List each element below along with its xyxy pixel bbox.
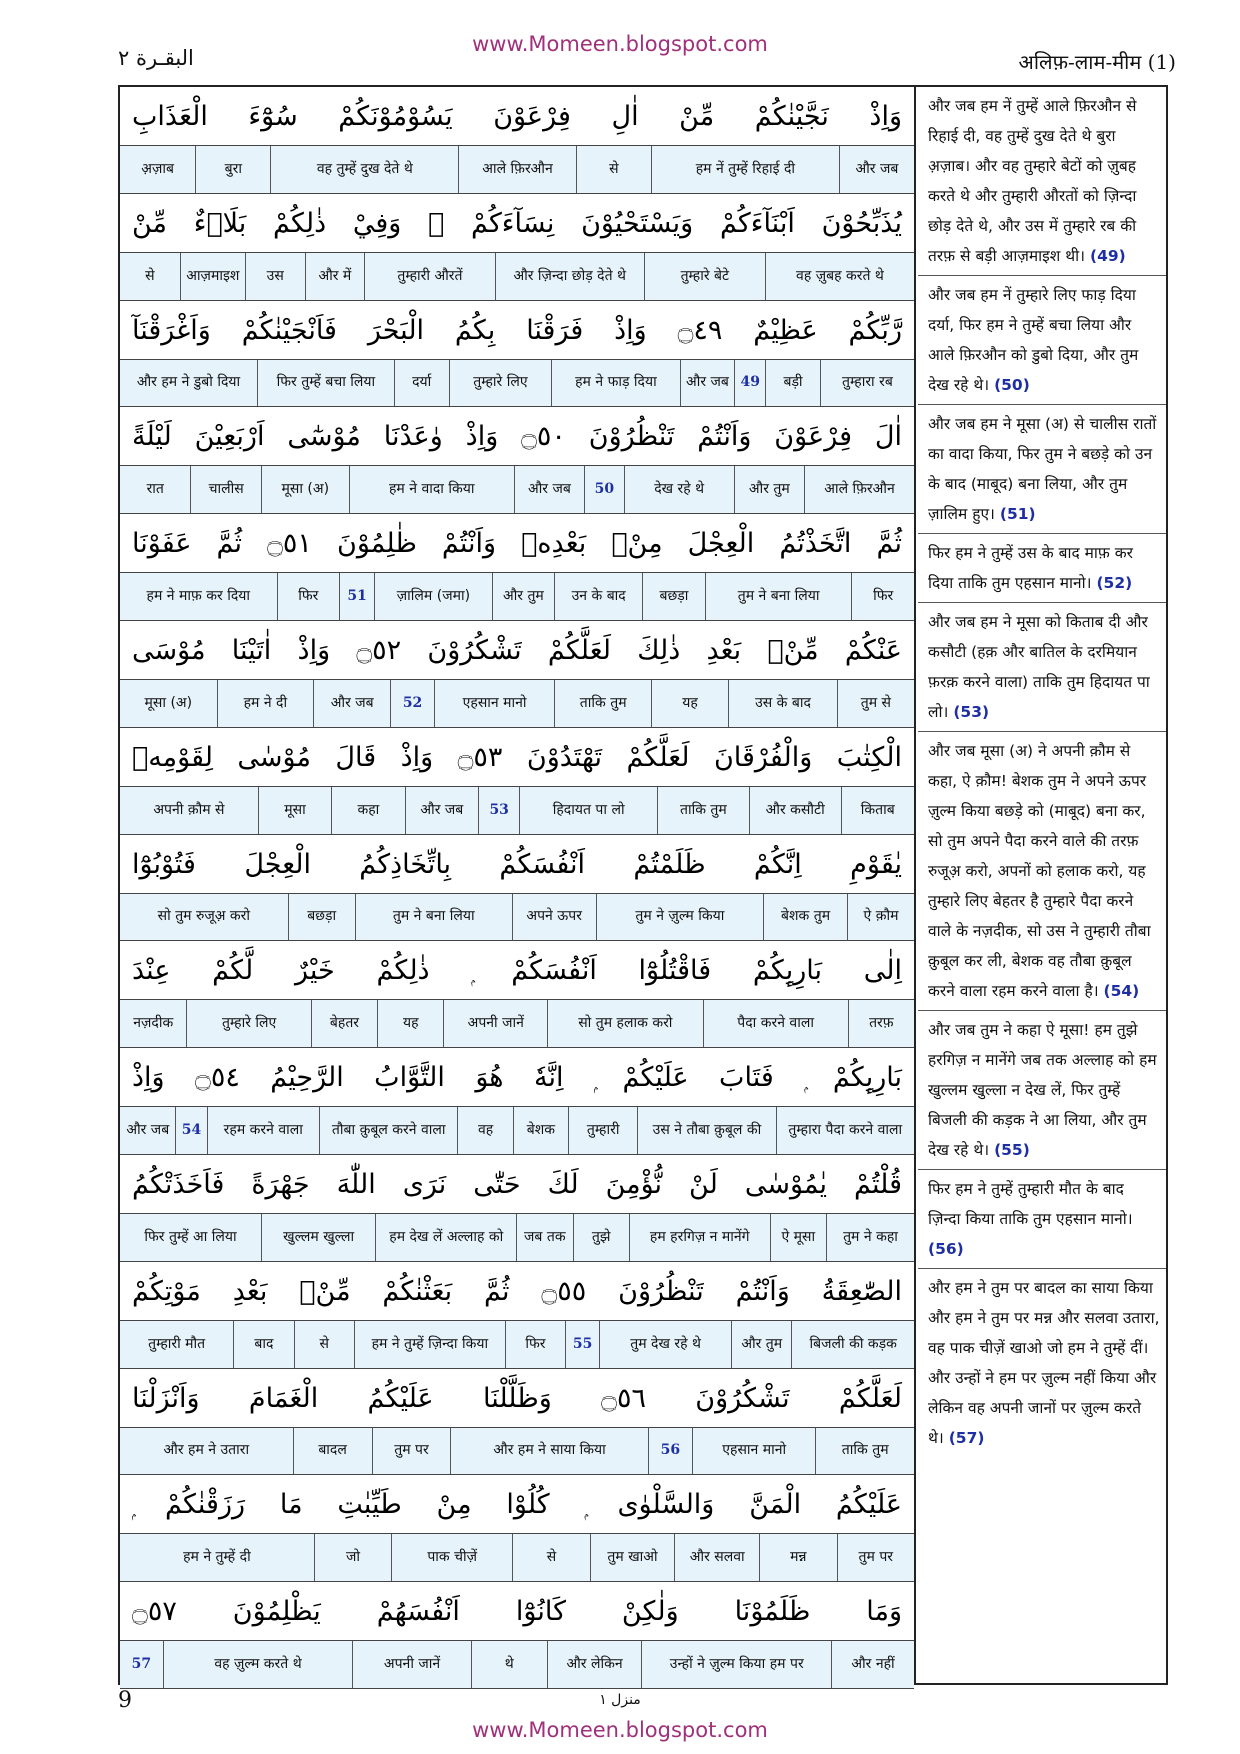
word-meaning: थे <box>471 1641 547 1688</box>
verse-number: (52) <box>1096 574 1133 592</box>
word-meaning: हम हरगिज़ न मानेंगे <box>629 1214 770 1261</box>
word-meaning: वह ज़ुबह करते थे <box>765 253 914 300</box>
word-meaning: यह <box>651 680 728 727</box>
word-meaning-row <box>120 1534 914 1582</box>
word-meaning: तुम्हारे बेटे <box>644 253 765 300</box>
word-meaning: मूसा (अ) <box>261 466 349 513</box>
word-meaning: और हम ने साया किया <box>450 1428 647 1475</box>
word-meaning: तुम्हारे लिए <box>449 360 552 407</box>
word-meaning: अपने ऊपर <box>512 894 596 941</box>
translation-paragraph <box>918 1269 1166 1457</box>
word-meaning: हम नें तुम्हें रिहाई दी <box>651 146 839 193</box>
word-meaning: फिर तुम्हें बचा लिया <box>257 360 394 407</box>
word-meaning: एहसान मानो <box>692 1428 815 1475</box>
word-meaning-row <box>120 1321 914 1369</box>
word-meaning: बेशक <box>513 1107 568 1154</box>
word-meaning: ताकि तुम <box>815 1428 914 1475</box>
word-meaning: अ़ज़ाब <box>141 160 175 177</box>
arabic-line: عَلَيْكُمُ الْمَنَّ وَالسَّلْوٰى ۭ كُلُوْا مِنْ طَيِّبٰتِ مَا رَزَقْنٰكُمْ ۭ <box>120 1475 914 1534</box>
para-title: अलिफ़-लाम-मीम (1) <box>1018 50 1176 74</box>
word-meaning: ज़ालिम (जमा) <box>374 573 491 620</box>
word-meaning: हम ने वादा किया <box>349 466 514 513</box>
word-meaning: सो तुम रुजूअ़ करो <box>157 908 251 925</box>
word-meaning: और जब <box>313 680 390 727</box>
word-meaning: हम ने माफ़ कर दिया <box>146 588 250 605</box>
word-meaning: और कसौटी <box>749 787 841 834</box>
word-meaning: अपनी जानें <box>352 1641 471 1688</box>
word-meaning-row <box>120 1428 914 1476</box>
verse-number: 52 <box>390 680 433 727</box>
verse-number: 49 <box>734 360 765 407</box>
word-meaning: फिर तुम्हें आ लिया <box>144 1228 237 1245</box>
translation-text: और जब हम ने मूसा को किताब दी और कसौटी (हक़ और बातिल के दरमियान फ़रक़ करने वाला) ताकि तुम हिदायत पा लो। <box>928 613 1150 721</box>
word-meaning: सो तुम हलाक करो <box>547 1000 702 1047</box>
word-meaning: तुम्हारी औरतें <box>364 253 494 300</box>
arabic-line: يٰقَوْمِ اِنَّكُمْ ظَلَمْتُمْ اَنْفُسَكُمْ بِاتِّخَاذِكُمُ الْعِجْلَ فَتُوْبُوْٓا <box>120 835 914 894</box>
word-meaning: किताब <box>841 787 914 834</box>
word-meaning: हम देख लें अल्लाह को <box>375 1214 516 1261</box>
word-meaning: तुम्हारी <box>568 1107 637 1154</box>
word-meaning: और जब <box>680 360 735 407</box>
verse-number: (54) <box>1103 982 1140 1000</box>
word-meaning-row <box>120 1107 914 1155</box>
word-meaning: खुल्लम खुल्ला <box>261 1214 375 1261</box>
word-meaning: तुम पर <box>372 1428 451 1475</box>
word-meaning: एहसान मानो <box>434 680 555 727</box>
word-by-word-panel <box>120 87 916 1683</box>
word-meaning-row <box>120 1000 914 1048</box>
arabic-line: لَعَلَّكُمْ تَشْكُرُوْنَ ۝٥٦ وَظَلَّلْنَا عَلَيْكُمُ الْغَمَامَ وَاَنْزَلْنَا <box>120 1369 914 1428</box>
word-meaning: अपनी क़ौम से <box>153 801 225 818</box>
word-meaning: आले फ़िरऔन <box>458 146 575 193</box>
word-meaning: और जब <box>839 146 914 193</box>
word-meaning: तुझे <box>573 1214 629 1261</box>
arabic-line: اٰلَ فِرْعَوْنَ وَاَنْتُمْ تَنْظُرُوْنَ ۝٥٠ وَاِذْ وٰعَدْنَا مُوْسٰٓى اَرْبَعِيْنَ لَيْلَةً <box>120 407 914 466</box>
word-meaning: तुम ने कहा <box>826 1214 914 1261</box>
word-meaning: बिजली की कड़क <box>791 1321 914 1368</box>
translation-paragraph <box>918 405 1166 534</box>
word-meaning: बुरा <box>195 146 270 193</box>
verse-number: 55 <box>565 1321 599 1368</box>
word-meaning: तरफ़ <box>848 1000 914 1047</box>
word-meaning: तुम्हारी मौत <box>148 1335 206 1352</box>
arabic-line: اِلٰى بَارِىِٕكُمْ فَاقْتُلُوْٓا اَنْفُسَكُمْ ۭ ذٰلِكُمْ خَيْرٌ لَّكُمْ عِنْدَ <box>120 941 914 1000</box>
surah-title: البقـرة ٢ <box>118 46 194 70</box>
word-meaning: और जब <box>514 466 584 513</box>
translation-paragraph <box>918 276 1166 405</box>
verse-number: 57 <box>131 1656 152 1673</box>
word-meaning: तुम पर <box>837 1534 914 1581</box>
arabic-line: رَّبِّكُمْ عَظِيْمٌ ۝٤٩ وَاِذْ فَرَقْنَا بِكُمُ الْبَحْرَ فَاَنْجَيْنٰكُمْ وَاَغْرَقْنَآ <box>120 301 914 360</box>
word-meaning: ताकि तुम <box>657 787 749 834</box>
word-meaning: बड़ी <box>765 360 820 407</box>
verse-number: (50) <box>994 376 1030 394</box>
word-meaning: उस ने तौबा क़ुबूल की <box>637 1107 775 1154</box>
word-meaning: तुम खाओ <box>590 1534 675 1581</box>
word-meaning: मूसा (अ) <box>144 694 193 711</box>
word-meaning: तुम ने बना लिया <box>705 573 852 620</box>
word-meaning: से <box>294 1321 354 1368</box>
word-meaning: बेहतर <box>311 1000 377 1047</box>
translation-text: और जब तुम ने कहा ऐ मूसा! हम तुझे हरगिज़ न मानेंगे जब तक अल्लाह को हम खुल्लम खुल्ला न देख लें, फिर तुम्हें बिजली की कड़क ने आ लिया, और तुम देख रहे थे। <box>928 1021 1157 1159</box>
verse-number: 54 <box>175 1107 206 1154</box>
word-meaning: से <box>512 1534 589 1581</box>
word-meaning: उस <box>245 253 305 300</box>
word-meaning: मन्न <box>759 1534 836 1581</box>
word-meaning: हम ने तुम्हें ज़िन्दा किया <box>354 1321 505 1368</box>
word-meaning: दर्या <box>394 360 449 407</box>
verse-number: (49) <box>1089 247 1126 265</box>
translation-panel <box>918 87 1166 1683</box>
translation-text: और जब हम ने मूसा (अ) से चालीस रातों का वादा किया, फिर तुम ने बछड़े को उन के बाद (माबूद) बना लिया, और तुम ज़ालिम हुए। <box>928 415 1157 523</box>
word-meaning: और ज़िन्दा छोड़ देते थे <box>495 253 644 300</box>
verse-number: 50 <box>584 466 624 513</box>
word-meaning: और नहीं <box>831 1641 914 1688</box>
verse-number: (55) <box>994 1141 1030 1159</box>
translation-text: और जब हम नें तुम्हें आले फ़िरऔन से रिहाई दी, वह तुम्हें दुख देते थे बुरा अ़ज़ाब। और वह तुम्हारे बेटों को ज़ुबह करते थे और तुम्हारी औरतों को ज़िन्दा छोड़ देते थे, और उस में तुम्हारे रब की तरफ़ से बड़ी आज़माइश थी। <box>928 97 1137 265</box>
word-meaning-row <box>120 1641 914 1689</box>
word-meaning: जो <box>314 1534 391 1581</box>
arabic-line: الْكِتٰبَ وَالْفُرْقَانَ لَعَلَّكُمْ تَهْتَدُوْنَ ۝٥٣ وَاِذْ قَالَ مُوْسٰى لِقَوْمِهٖ <box>120 728 914 787</box>
word-meaning: और सलवा <box>674 1534 759 1581</box>
word-meaning: चालीस <box>190 466 260 513</box>
word-meaning: वह ज़ुल्म करते थे <box>163 1641 353 1688</box>
word-meaning: हम ने दी <box>217 680 314 727</box>
word-meaning: आज़माइश <box>180 253 245 300</box>
word-meaning: बछड़ा <box>642 573 705 620</box>
translation-paragraph <box>918 603 1166 732</box>
translation-paragraph <box>918 87 1166 276</box>
verse-number: (53) <box>953 703 990 721</box>
site-url-top[interactable]: www.Momeen.blogspot.com <box>472 32 768 56</box>
word-meaning-row <box>120 573 914 621</box>
word-meaning: से <box>145 267 155 284</box>
word-meaning: बाद <box>233 1321 293 1368</box>
word-meaning: फिर <box>277 573 340 620</box>
verse-number: 51 <box>339 573 374 620</box>
word-meaning: रात <box>146 481 164 498</box>
arabic-line: الصّٰعِقَةُ وَاَنْتُمْ تَنْظُرُوْنَ ۝٥٥ ثُمَّ بَعَثْنٰكُمْ مِّنْۢ بَعْدِ مَوْتِكُمْ <box>120 1262 914 1321</box>
translation-paragraph <box>918 732 1166 1011</box>
word-meaning: और में <box>305 253 365 300</box>
word-meaning: तुम ने ज़ुल्म किया <box>596 894 764 941</box>
word-meaning: वह <box>457 1107 512 1154</box>
arabic-line: وَمَا ظَلَمُوْنَا وَلٰكِنْ كَانُوْٓا اَنْفُسَهُمْ يَظْلِمُوْنَ ۝٥٧ <box>120 1582 914 1641</box>
word-meaning: तुम्हारा रब <box>820 360 914 407</box>
word-meaning: देख रहे थे <box>624 466 734 513</box>
page-frame <box>118 85 1168 1685</box>
word-meaning: और तुम <box>492 573 555 620</box>
site-url-bottom[interactable]: www.Momeen.blogspot.com <box>472 1718 768 1742</box>
word-meaning: अपनी जानें <box>443 1000 547 1047</box>
word-meaning: और तुम <box>731 1321 791 1368</box>
arabic-line: يُذَبِّحُوْنَ اَبْنَآءَكُمْ وَيَسْتَحْيُوْنَ نِسَآءَكُمْ ۭ وَفِيْ ذٰلِكُمْ بَلَاۗءٌ مِّنْ <box>120 194 914 253</box>
verse-number: 56 <box>648 1428 692 1475</box>
word-meaning: बछड़ा <box>288 894 355 941</box>
word-meaning-row <box>120 787 914 835</box>
word-meaning: तुम ने बना लिया <box>355 894 512 941</box>
word-meaning: आले फ़िरऔन <box>804 466 914 513</box>
page-number: 9 <box>118 1688 132 1713</box>
translation-paragraph <box>918 1170 1166 1269</box>
word-meaning: मूसा <box>258 787 331 834</box>
word-meaning: जब तक <box>516 1214 572 1261</box>
word-meaning: और हम ने डुबो दिया <box>136 374 241 391</box>
translation-text: और जब हम नें तुम्हारे लिए फाड़ दिया दर्या, फिर हम ने तुम्हें बचा लिया और आले फ़िरऔन को डुबो दिया, और तुम देख रहे थे। <box>928 286 1139 394</box>
verse-number: (51) <box>999 505 1036 523</box>
word-meaning: और जब <box>405 787 478 834</box>
word-meaning: फिर <box>505 1321 565 1368</box>
word-meaning-row <box>120 894 914 942</box>
manzil-label: منزل ١ <box>599 1692 641 1708</box>
translation-paragraph <box>918 534 1166 603</box>
verse-number: 53 <box>478 787 519 834</box>
word-meaning: उस के बाद <box>728 680 837 727</box>
translation-text: और हम ने तुम पर बादल का साया किया और हम ने तुम पर मन्न और सलवा उतारा, वह पाक चीज़ें खाओ जो हम ने तुम्हें दीं। और उन्हों ने हम पर ज़ुल्म नहीं किया और लेकिन वह अपनी जानों पर ज़ुल्म करते थे। <box>928 1279 1160 1447</box>
word-meaning: रहम करने वाला <box>207 1107 319 1154</box>
word-meaning: हम ने फाड़ दिया <box>551 360 679 407</box>
word-meaning: यह <box>377 1000 443 1047</box>
translation-text: और जब मूसा (अ) ने अपनी क़ौम से कहा, ऐ क़ौम! बेशक तुम ने अपने ऊपर ज़ुल्म किया बछड़े को (माबूद) बना कर, सो तुम अपने पैदा करने वाले की तरफ़ रुजूअ़ करो, अपनों को हलाक करो, यह तुम्हारे लिए बेहतर है तुम्हारे पैदा करने वाले के नज़दीक, सो उस ने तुम्हारी तौबा क़ुबूल कर ली, बेशक वह तौबा क़ुबूल करने वाला रहम करने वाला है। <box>928 742 1151 1000</box>
word-meaning-row <box>120 360 914 408</box>
word-meaning: ऐ क़ौम <box>847 894 914 941</box>
word-meaning: और हम ने उतारा <box>163 1442 250 1459</box>
word-meaning: पाक चीज़ें <box>391 1534 512 1581</box>
arabic-line: عَنْكُمْ مِّنْۢ بَعْدِ ذٰلِكَ لَعَلَّكُمْ تَشْكُرُوْنَ ۝٥٢ وَاِذْ اٰتَيْنَا مُوْسَى <box>120 621 914 680</box>
translation-text: फिर हम ने तुम्हें तुम्हारी मौत के बाद ज़िन्दा किया ताकि तुम एहसान मानो। <box>928 1180 1133 1228</box>
word-meaning: उन के बाद <box>554 573 642 620</box>
word-meaning: ताकि तुम <box>554 680 651 727</box>
word-meaning: तुम्हारे लिए <box>186 1000 310 1047</box>
word-meaning: ऐ मूसा <box>770 1214 826 1261</box>
word-meaning: बादल <box>293 1428 372 1475</box>
word-meaning: उन्हों ने ज़ुल्म किया हम पर <box>641 1641 831 1688</box>
word-meaning: बेशक तुम <box>763 894 847 941</box>
word-meaning: तुम देख रहे थे <box>599 1321 731 1368</box>
word-meaning: और लेकिन <box>547 1641 642 1688</box>
word-meaning-row <box>120 1214 914 1262</box>
word-meaning: वह तुम्हें दुख देते थे <box>270 146 458 193</box>
word-meaning: तुम से <box>837 680 914 727</box>
arabic-line: وَاِذْ نَجَّيْنٰكُمْ مِّنْ اٰلِ فِرْعَوْنَ يَسُوْمُوْنَكُمْ سُوْٓءَ الْعَذَابِ <box>120 87 914 146</box>
word-meaning: हिदायत पा लो <box>519 787 657 834</box>
word-meaning: से <box>576 146 651 193</box>
translation-paragraph <box>918 1011 1166 1170</box>
word-meaning: हम ने तुम्हें दी <box>183 1549 251 1566</box>
word-meaning: और जब <box>126 1122 170 1139</box>
word-meaning: फिर <box>851 573 914 620</box>
word-meaning-row <box>120 146 914 194</box>
word-meaning-row <box>120 466 914 514</box>
translation-text: फिर हम ने तुम्हें उस के बाद माफ़ कर दिया ताकि तुम एहसान मानो। <box>928 544 1134 592</box>
word-meaning-row <box>120 253 914 301</box>
verse-number: (57) <box>948 1429 985 1447</box>
word-meaning: तुम्हारा पैदा करने वाला <box>776 1107 914 1154</box>
word-meaning-row <box>120 680 914 728</box>
word-meaning: तौबा क़ुबूल करने वाला <box>319 1107 457 1154</box>
arabic-line: قُلْتُمْ يٰمُوْسٰى لَنْ نُّؤْمِنَ لَكَ حَتّٰى نَرَى اللّٰهَ جَهْرَةً فَاَخَذَتْكُمُ <box>120 1155 914 1214</box>
arabic-line: بَارِىِٕكُمْ ۭ فَتَابَ عَلَيْكُمْ ۭ اِنَّهٗ هُوَ التَّوَّابُ الرَّحِيْمُ ۝٥٤ وَاِذْ <box>120 1048 914 1107</box>
word-meaning: और तुम <box>734 466 804 513</box>
arabic-line: ثُمَّ اتَّخَذْتُمُ الْعِجْلَ مِنْۢ بَعْدِهٖ وَاَنْتُمْ ظٰلِمُوْنَ ۝٥١ ثُمَّ عَفَوْنَا <box>120 514 914 573</box>
word-meaning: कहा <box>331 787 404 834</box>
word-meaning: नज़दीक <box>133 1015 174 1032</box>
verse-number: (56) <box>928 1240 964 1258</box>
word-meaning: पैदा करने वाला <box>703 1000 848 1047</box>
